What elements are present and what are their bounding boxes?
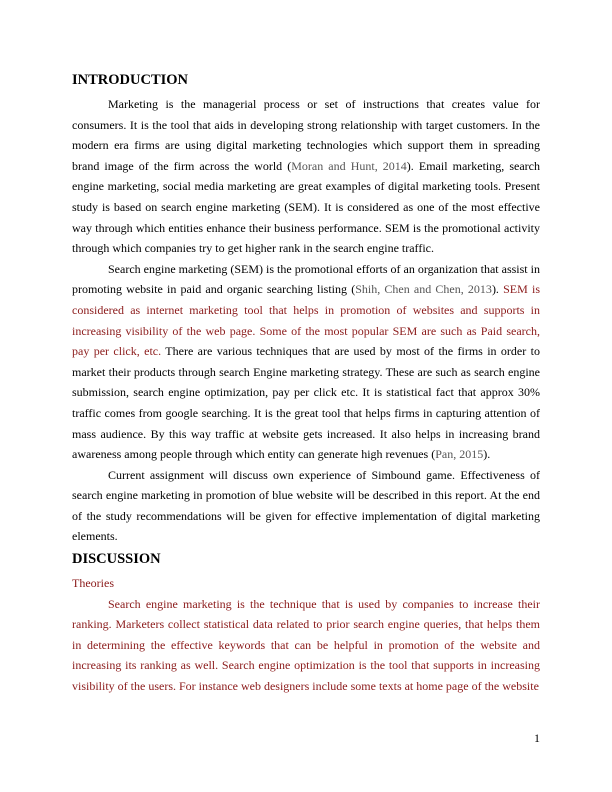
intro-p2-highlighted-text: SEM is considered as internet marketing tool that helps in promotion of websites and supports in increasing visibility of the web page. Some of the most popular SEM are such as Paid search, pay per click, etc. bbox=[72, 282, 540, 359]
citation-shih-chen: Shih, Chen and Chen, 2013 bbox=[355, 282, 492, 297]
page-content bbox=[72, 70, 540, 697]
introduction-paragraph-1 bbox=[72, 94, 540, 259]
introduction-paragraph-2 bbox=[72, 259, 540, 465]
introduction-heading: INTRODUCTION bbox=[72, 72, 189, 88]
intro-p1-text-b: ). Email marketing, search engine marketing, social media marketing are great examples of digital marketing tools. Present study is based on search engine marketing (SEM). It is considered as one of the most effective way through which entities enhance their business performance. SEM is the promotional activity through which companies try to get higher rank in the search engine traffic. bbox=[72, 158, 540, 256]
intro-p2-text-b: ). bbox=[491, 282, 504, 297]
citation-pan: Pan, 2015 bbox=[435, 447, 484, 462]
theories-subheading: Theories bbox=[72, 576, 114, 591]
page-number: 1 bbox=[534, 731, 540, 745]
citation-moran-hunt: Moran and Hunt, 2014 bbox=[291, 158, 407, 173]
intro-p2-text-c: There are various techniques that are used by most of the firms in order to market their products through search Engine marketing strategy. These are such as search engine submission, search engine optimization, pay per click etc. It is statistical fact that approx 30% traffic comes from google searching. It is the great tool that helps firms in capturing attention of mass audience. By this way traffic at website gets increased. It also helps in increasing brand awareness among people through which entity can generate high revenues ( bbox=[72, 344, 540, 462]
intro-p1-text-a: Marketing is the managerial process or set of instructions that creates value for consumers. It is the tool that aids in developing strong relationship with target customers. In the modern era firms are using digital marketing technologies which support them in spreading brand image of the firm across the world ( bbox=[72, 97, 540, 173]
introduction-paragraph-3: Current assignment will discuss own experience of Simbound game. Effectiveness of search engine marketing in promotion of blue website will be described in this report. At the end of the study recommendations will be given for effective implementation of digital marketing elements. bbox=[72, 467, 540, 544]
intro-p2-text-d: ). bbox=[483, 447, 491, 462]
discussion-heading: DISCUSSION bbox=[72, 551, 161, 568]
intro-p2-text-a: Search engine marketing (SEM) is the promotional efforts of an organization that assist in promoting website in paid and organic searching listing ( bbox=[72, 261, 540, 297]
discussion-paragraph-1: Search engine marketing is the technique that is used by companies to increase their ranking. Marketers collect statistical data related to prior search engine queries, that helps them in determining the effective keywords that can be helpful in promotion of the website and increasing its ranking as well. Search engine optimization is the tool that supports in increasing visibility of the users. For instance web designers include some texts at home page of the website bbox=[72, 596, 540, 694]
